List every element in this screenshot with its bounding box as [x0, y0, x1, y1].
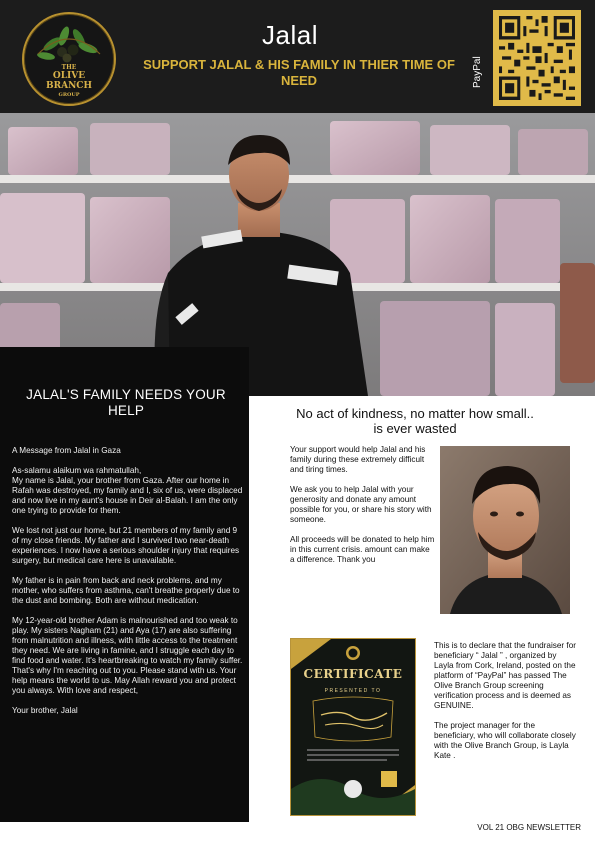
logo-text-branch: BRANCH — [46, 81, 92, 91]
declaration-text — [434, 641, 578, 771]
kindness-heading: No act of kindness, no matter how small.. is ever wasted — [296, 406, 534, 436]
logo-text-the: THE — [61, 64, 77, 71]
message-panel-heading: JALAL'S FAMILY NEEDS YOUR HELP — [26, 387, 226, 418]
support-paragraph: All proceeds will be donated to help him in this current crisis. amount can make a difference. Thank you — [290, 535, 435, 564]
page-subtitle: SUPPORT JALAL & HIS FAMILY IN THIER TIME OF NEED — [143, 57, 455, 88]
declaration-paragraph: The project manager for the beneficiary, who will collaborate closely with the Olive Branch Group, is Layla Kate . — [434, 721, 576, 760]
header-banner — [0, 0, 595, 113]
paypal-label: PayPal — [472, 56, 483, 88]
message-paragraph: My father is in pain from back and neck problems, and my mother, who suffers from asthma, can't breathe properly due to the dust and bombing. Both are without medication. — [12, 576, 240, 605]
message-signoff: Your brother, Jalal — [12, 706, 78, 715]
newsletter-footer: VOL 21 OBG NEWSLETTER — [477, 823, 581, 832]
message-panel — [0, 347, 249, 822]
message-body — [12, 446, 244, 726]
message-paragraph: My 12-year-old brother Adam is malnourished and too weak to play. My sisters Nagham (21) and Aya (17) are also suffering from malnutrition and illness, with little access to the treatment they need. We are living in famine, and I struggle each day to find food and water. It's heartbreaking to watch my family suffer. That's why I'm reaching out to you. Please stand with us. Your help means the world to us. May Allah reward you and protect you always. With love and respect, — [12, 616, 243, 695]
support-text — [290, 445, 436, 575]
qr-code-frame[interactable] — [493, 10, 581, 106]
message-paragraph: We lost not just our home, but 21 members of my family and 9 of my close friends. My father and I survived two near-death experiences. I now have a serious shoulder injury that requires surgery, but medical care here is unavailable. — [12, 526, 240, 565]
message-intro: A Message from Jalal in Gaza — [12, 446, 121, 455]
portrait-illustration — [440, 446, 570, 614]
declaration-paragraph: This is to declare that the fundraiser for beneficiary “ Jalal ” , organized by Layla from Cork, Ireland, posted on the platform of “PayPal” has passed The Olive Branch Group screening verification process and is deemed as GENUINE. — [434, 641, 576, 710]
message-paragraph: As-salamu alaikum wa rahmatullah, My name is Jalal, your brother from Gaza. After our home in Rafah was destroyed, my family and I, six of us, were displaced and now live in my aunt's house in Deir al-Balah. I am the only one trying to provide for them. — [12, 466, 243, 515]
certificate-image — [290, 638, 416, 816]
page-title: Jalal — [262, 20, 318, 50]
portrait-photo — [440, 446, 570, 614]
olive-branch-logo-icon — [22, 12, 116, 106]
certificate-title: CERTIFICATE — [303, 667, 403, 681]
support-paragraph: We ask you to help Jalal with your generosity and donate any amount possible for you, or share his story with someone. — [290, 485, 432, 524]
qr-code-icon — [499, 16, 575, 100]
certificate-presented-to: PRESENTED TO — [324, 688, 382, 694]
support-paragraph: Your support would help Jalal and his family during these extremely difficult and tiring times. — [290, 445, 426, 474]
certificate-decoration — [291, 639, 415, 815]
logo-text-group: GROUP — [58, 92, 80, 98]
logo-text-olive: OLIVE — [52, 71, 86, 81]
